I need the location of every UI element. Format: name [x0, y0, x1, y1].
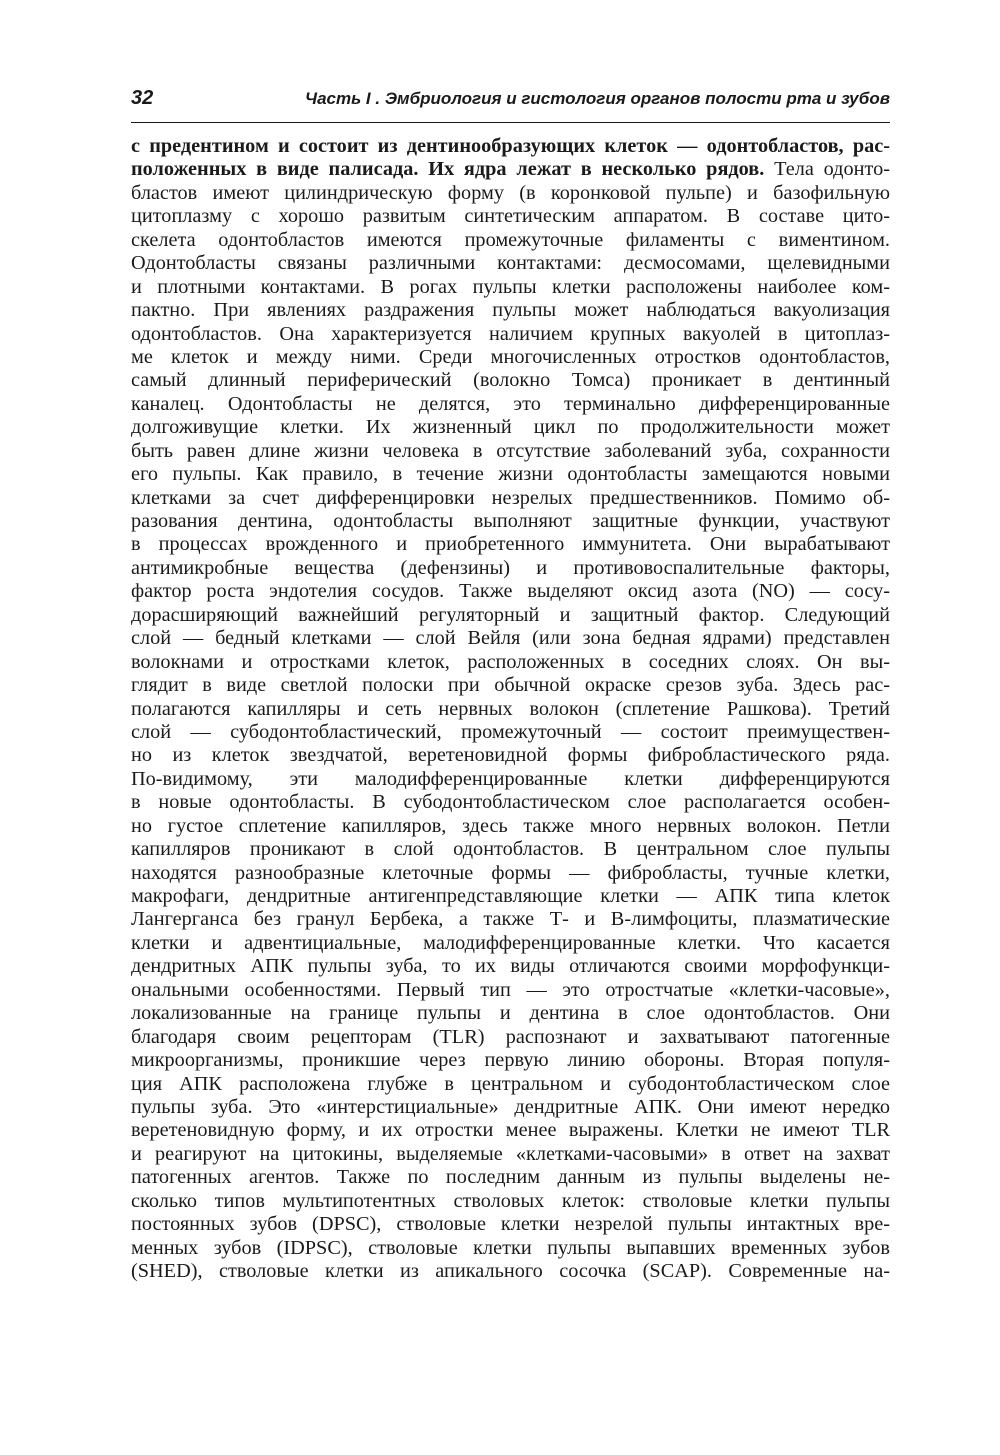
text-line — [131, 979, 890, 1002]
text-line — [131, 1237, 890, 1260]
text-line — [131, 323, 890, 346]
text-line — [131, 908, 890, 931]
text-line — [131, 768, 890, 791]
text-line — [131, 533, 890, 556]
plain-text: слой — субодонтобластический, промежуточный — состоит преимуществен- — [131, 720, 890, 743]
plain-text: клетки и адвентициальные, малодифференцированные клетки. Что касается — [131, 931, 890, 954]
plain-text: капилляров проникают в слой одонтобластов. В центральном слое пульпы — [131, 838, 890, 861]
text-line — [131, 1119, 890, 1142]
text-line — [131, 135, 890, 158]
plain-text: локализованные на границе пульпы и дентина в слое одонтобластов. Они — [131, 1002, 890, 1025]
plain-text: дорасширяющий важнейший регуляторный и защитный фактор. Следующий — [131, 603, 890, 626]
plain-text: веретеновидную форму, и их отростки менее выражены. Клетки не имеют TLR — [131, 1119, 890, 1142]
plain-text: ональными особенностями. Первый тип — это отростчатые «клетки-часовые», — [131, 978, 890, 1001]
text-line — [131, 815, 890, 838]
plain-text: одонтобластов. Она характеризуется наличием крупных вакуолей в цитоплаз- — [131, 322, 890, 345]
plain-text: патогенных агентов. Также по последним данным из пульпы выделены не- — [131, 1166, 890, 1189]
plain-text: каналец. Одонтобласты не делятся, это терминально дифференцированные — [131, 392, 890, 415]
plain-text: его пульпы. Как правило, в течение жизни одонтобласты замещаются новыми — [131, 463, 890, 486]
text-line — [131, 1049, 890, 1072]
text-line — [131, 346, 890, 369]
text-line — [131, 604, 890, 627]
text-line — [131, 698, 890, 721]
text-line — [131, 1026, 890, 1049]
plain-text: цитоплазму с хорошо развитым синтетическим аппаратом. В составе цито- — [131, 205, 890, 228]
text-line — [131, 252, 890, 275]
plain-text: благодаря своим рецепторам (TLR) распознают и захватывают патогенные — [131, 1025, 890, 1048]
plain-text: быть равен длине жизни человека в отсутствие заболеваний зуба, сохранности — [131, 439, 890, 462]
plain-text: Лангерганса без гранул Бербека, а также Т- и В-лимфоциты, плазматические — [131, 908, 890, 931]
plain-text: находятся разнообразные клеточные формы — фибробласты, тучные клетки, — [131, 861, 890, 884]
plain-text: слой — бедный клетками — слой Вейля (или зона бедная ядрами) представлен — [131, 627, 890, 650]
text-line — [131, 1166, 890, 1189]
text-line — [131, 721, 890, 744]
text-line — [131, 182, 890, 205]
plain-text: разования дентина, одонтобласты выполняют защитные функции, участвуют — [131, 510, 890, 532]
text-line — [131, 651, 890, 674]
plain-text: Одонтобласты связаны различными контактами: десмосомами, щелевидными — [131, 252, 890, 275]
header-rule — [131, 122, 890, 123]
running-head — [131, 85, 890, 115]
plain-text: волокнами и отростками клеток, расположенных в соседних слоях. Он вы- — [131, 650, 890, 673]
text-line — [131, 744, 890, 767]
plain-text: ме клеток и между ними. Среди многочисленных отростков одонтобластов, — [131, 345, 890, 368]
plain-text: ция АПК расположена глубже в центральном и субодонтобластическом слое — [131, 1072, 890, 1095]
text-line — [131, 627, 890, 650]
text-line — [131, 416, 890, 439]
bold-text: положенных в виде палисада. Их ядра лежат в несколько рядов. — [131, 158, 765, 181]
text-line — [131, 885, 890, 908]
text-line — [131, 393, 890, 416]
bold-text: с предентином и состоит из дентинообразующих клеток — одонтобластов, рас- — [131, 135, 890, 157]
plain-text: самый длинный периферический (волокно Томса) проникает в дентинный — [131, 369, 890, 392]
plain-text: в процессах врожденного и приобретенного иммунитета. Они вырабатывают — [131, 533, 890, 556]
text-line — [131, 1096, 890, 1119]
text-line — [131, 299, 890, 322]
plain-text: и реагируют на цитокины, выделяемые «клетками-часовыми» в ответ на захват — [131, 1142, 890, 1165]
text-line — [131, 791, 890, 814]
text-line — [131, 487, 890, 510]
plain-text: но густое сплетение капилляров, здесь также много нервных волокон. Петли — [131, 814, 890, 837]
text-line — [131, 838, 890, 861]
plain-text: Тела одонто- — [764, 158, 890, 181]
plain-text: По-видимому, эти малодифференцированные клетки дифференцируются — [131, 767, 890, 790]
plain-text: антимикробные вещества (дефензины) и противовоспалительные факторы, — [131, 556, 890, 579]
plain-text: и плотными контактами. В рогах пульпы клетки расположены наиболее ком- — [131, 275, 890, 298]
text-line — [131, 932, 890, 955]
text-line — [131, 580, 890, 603]
plain-text: скелета одонтобластов имеются промежуточные филаменты с виментином. — [131, 228, 890, 251]
plain-text: бластов имеют цилиндрическую форму (в коронковой пульпе) и базофильную — [131, 181, 890, 204]
plain-text: в новые одонтобласты. В субодонтобластическом слое располагается особен- — [131, 791, 890, 814]
plain-text: пактно. При явлениях раздражения пульпы может наблюдаться вакуолизация — [131, 299, 890, 322]
plain-text: но из клеток звездчатой, веретеновидной формы фибробластического ряда. — [131, 744, 890, 767]
text-line — [131, 1073, 890, 1096]
text-line — [131, 158, 890, 181]
plain-text: (SHED), стволовые клетки из апикального сосочка (SCAP). Современные на- — [131, 1260, 890, 1282]
plain-text: макрофаги, дендритные антигенпредставляющие клетки — АПК типа клеток — [131, 885, 890, 907]
text-line — [131, 369, 890, 392]
plain-text: полагаются капилляры и сеть нервных волокон (сплетение Рашкова). Третий — [131, 697, 890, 720]
plain-text: сколько типов мультипотентных стволовых клеток: стволовые клетки пульпы — [131, 1189, 890, 1212]
plain-text: глядит в виде светлой полоски при обычной окраске срезов зуба. Здесь рас- — [131, 674, 890, 697]
plain-text: дендритных АПК пульпы зуба, то их виды отличаются своими морфофункци- — [131, 955, 890, 978]
plain-text: микроорганизмы, проникшие через первую линию обороны. Вторая популя- — [131, 1049, 890, 1072]
text-line — [131, 276, 890, 299]
text-line — [131, 510, 890, 533]
plain-text: постоянных зубов (DPSC), стволовые клетки незрелой пульпы интактных вре- — [131, 1213, 890, 1236]
text-line — [131, 1143, 890, 1166]
text-line — [131, 1260, 890, 1283]
plain-text: менных зубов (IDPSC), стволовые клетки пульпы выпавших временных зубов — [131, 1236, 890, 1259]
text-line — [131, 1190, 890, 1213]
text-line — [131, 674, 890, 697]
text-line — [131, 440, 890, 463]
text-line — [131, 557, 890, 580]
body-text — [131, 135, 890, 1283]
text-line — [131, 955, 890, 978]
plain-text: долгоживущие клетки. Их жизненный цикл по продолжительности может — [131, 416, 890, 439]
text-line — [131, 205, 890, 228]
text-line — [131, 862, 890, 885]
running-title: Часть I . Эмбриология и гистология органов полости рта и зубов — [305, 89, 890, 108]
text-line — [131, 463, 890, 486]
plain-text: пульпы зуба. Это «интерстициальные» дендритные АПК. Они имеют нередко — [131, 1095, 890, 1118]
text-line — [131, 229, 890, 252]
plain-text: фактор роста эндотелия сосудов. Также выделяют оксид азота (NO) — сосу- — [131, 580, 890, 603]
page-number: 32 — [131, 87, 154, 109]
text-line — [131, 1002, 890, 1025]
text-line — [131, 1213, 890, 1236]
plain-text: клетками за счет дифференцировки незрелых предшественников. Помимо об- — [131, 486, 890, 509]
